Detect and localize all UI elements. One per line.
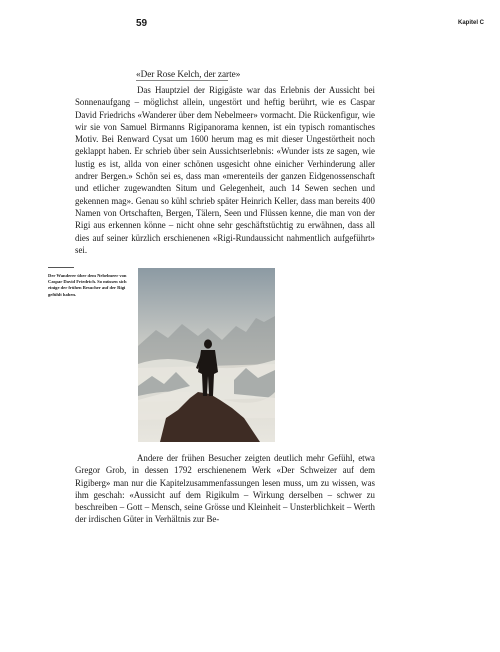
figure-caption: Der Wanderer über dem Nebelmeer von Caspar David Friedrich. So müssen sich einige der frühen Besucher auf der Rigi gefühlt haben.: [48, 273, 127, 297]
page-number: 59: [136, 18, 148, 29]
heading-rule: [136, 80, 228, 81]
caption-rule: [48, 267, 74, 268]
chapter-label: Kapitel C: [457, 20, 484, 26]
wanderer-painting: [138, 268, 275, 442]
body-paragraph-2: Andere der frühen Besucher zeigten deutlich mehr Gefühl, etwa Gregor Grob, in dessen 1792 erschienenem Werk «Der Schweizer auf dem Rigiberg» man nur die Kapitelzusammenfassungen lesen muss, um zu wissen, was ihm geschah: «Aussicht auf dem Rigikulm – Wirkung derselben – schwer zu beschreiben – Gott – Mensch, seine Grösse und Kleinheit – Unsterblichkeit – Werth der irdischen Güter in Verhältnis zur Be-: [75, 453, 375, 525]
body-paragraph-1: Das Hauptziel der Rigigäste war das Erlebnis der Aussicht bei Sonnenaufgang – möglichst allein, ungestört und heftig berührt, wie es Caspar David Friedrichs «Wanderer über dem Nebelmeer» vormacht. Die Rückenfigur, wie wir sie von Samuel Birmanns Rigipanorama kennen, ist ein typisch romantisches Motiv. Bei Renward Cysat um 1600 herum mag es mit dieser Ungestörtheit noch geklappt haben. Er schrieb über sein Aussichtserlebnis: «Wunder ists ze sagen, wie lustig es ist, allda von einer schönen usgesicht ohne einicher Verhinderung aller andrer Bergen.» Schön sei es, dass man «merenteils der ganzen Eidgenossenschaft und etlicher zugewandten Situm und Gelegenheit, auch 14 Sewen sechen und gekennen mag». Genau so kühl schrieb später Heinrich Keller, dass man bereits 400 Namen von Ortschaften, Bergen, Tälern, Seen und Flüssen kenne, die man von der Rigi aus erkennen könne – nicht ohne sehr geschäftstüchtig zu erwähnen, dass all dies auf seiner kürzlich erschienenen «Rigi-Rundaussicht nahmentlich aufgeführt» sei.: [75, 85, 375, 255]
painting-illustration: [138, 268, 275, 442]
section-heading: «Der Rose Kelch, der zarte»: [136, 69, 241, 79]
